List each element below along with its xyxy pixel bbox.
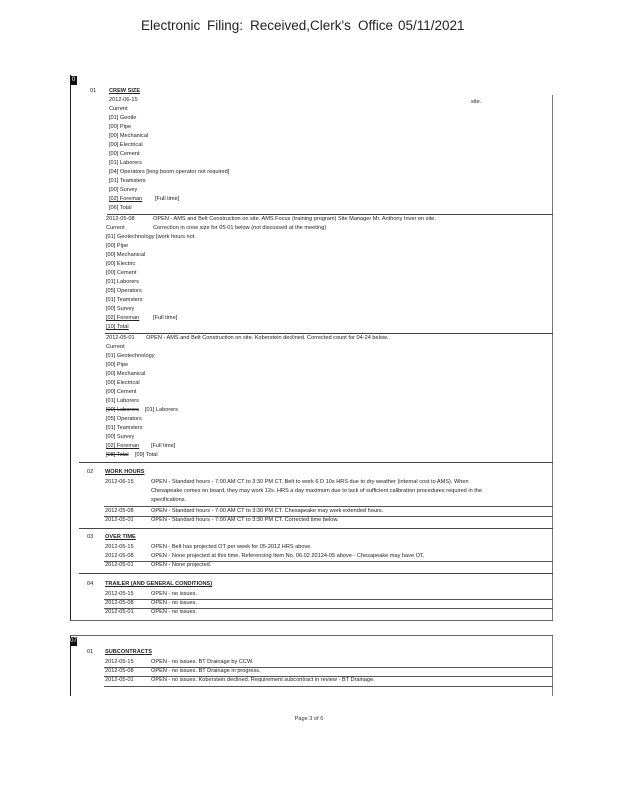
crew-line: [05] Operators [106,416,142,422]
crew-line-correction: [01] Laborers [145,407,178,413]
foreman-note: [Full time] [155,196,180,202]
item-title-subcontracts: SUBCONTRACTS [105,649,152,655]
crew-line: [00] Mechanical [109,133,149,139]
crew-line-foreman: [02] Foreman [106,443,140,449]
item-number: 04 [87,581,94,587]
crew-line: [01] Geotle [109,115,137,121]
crew-line: [01] Teamsters [106,425,143,431]
section-divider [79,462,553,463]
entry-text: OPEN - None projected. [151,562,212,568]
entry-text: OPEN - no issues. Koberstein declined. Requirement subcontract in review - BT Drainage. [151,677,375,683]
section-divider [79,528,553,529]
entry-date: 2012-05-15 [105,544,134,550]
crew-line: [00] Survey [106,306,135,312]
section-marker: 07 [70,638,77,644]
entry-text: Chesapeake comes on board, they may work 12s. HRS a day maximum due to lack of sufficient calibration procedures required in the [151,488,483,494]
crew-total-correction: [09] Total [135,452,158,458]
item-title-work-hours: WORK HOURS [105,469,145,475]
entry-text: OPEN - Standard hours - 7:00 AM CT to 3:30 PM CT. Corrected time below. [151,517,339,523]
page-number: Page 3 of 6 [294,716,324,722]
crew-line: [01] Teamsters [106,297,143,303]
entry-text: OPEN - no issues. [151,600,198,606]
entry-divider [107,214,553,215]
item-number: 03 [87,534,94,540]
header-word-filing: Filing: [207,18,244,33]
entry-text: OPEN - no issues. [151,609,198,615]
entry-date: 2012-06-15 [105,479,134,485]
filing-header [0,18,618,38]
entry-date: 2012-05-08 [105,508,134,514]
entry-text: OPEN - no issues. BT Drainage in progress. [151,668,261,674]
entry-date: 2012-05-08 [105,553,134,559]
crew-line-foreman: [02] Foreman [109,196,143,202]
entry-text: OPEN - Standard hours - 7:00 AM CT to 3:30 PM CT. Belt to work 6 D 10s HRS due to dry weather (internal cost to AMS). When [151,479,469,485]
foreman-note: [Full time] [151,443,176,449]
item-title-trailer: TRAILER (AND GENERAL CONDITIONS) [105,581,213,587]
entry-date: 2012-05-08 [105,600,134,606]
entry-text: OPEN - Belt has projected OT per week for 05-2012 HRS above. [151,544,312,550]
entry-date: 2012-05-15 [105,591,134,597]
header-word-received: Received,Clerk's [250,18,351,33]
crew-line: [00] Survey [106,434,135,440]
entry-text: specifications. [151,497,187,503]
crew-line-struck: [00] Laborers [106,407,139,413]
section-marker: 0 [71,77,76,83]
right-border [552,95,553,620]
item-title-crew-size: CREW SIZE [109,88,141,94]
crew-line-foreman: [02] Foreman [106,315,140,321]
header-word-office: Office [358,18,394,33]
crew-line: [00] Mechanical [106,252,146,258]
header-date: 05/11/2021 [398,18,465,33]
entry-text: OPEN - no issues. BT Drainage by CCW. [151,659,254,665]
entry-divider [104,686,553,687]
entry-date: 2012-05-01 [105,609,134,615]
entry-divider [105,333,553,334]
right-border [552,636,553,696]
crew-line: [04] Operators [long boom operator not required] [109,169,230,175]
crew-line: [00] Cement [106,270,137,276]
section-box-main [70,75,553,621]
crew-line: [05] Operators [106,288,142,294]
crew-line-total: [06] Total [109,205,132,211]
crew-line: [01] Laborers [106,398,139,404]
entry-date: 2012-05-01 [105,517,134,523]
right-note: site. [471,99,482,105]
crew-line: [01] Laborers [106,279,139,285]
crew-line: [00] Survey [109,187,138,193]
entry-date: 2012-05-08 [105,668,134,674]
current-label: Current [106,225,125,231]
crew-line: [01] Geotechnology [106,353,155,359]
entry-date: 2012-06-15 [109,97,138,103]
entry-status: OPEN - AMS and Belt Construction on site. Koberstein declined. Corrected count for 04-24 below. [146,335,389,341]
entry-date: 2012-05-01 [105,677,134,683]
item-number: 01 [87,649,94,655]
crew-line: [00] Cement [109,151,140,157]
current-note: Correction in crew size for 05-01 below (not discussed at the meeting) [153,225,327,231]
crew-line: [01] Laborers [109,160,142,166]
crew-line: [00] Cement [106,389,137,395]
entry-divider [104,506,553,507]
section-box-subcontracts [70,635,553,696]
crew-total-struck: [08] Total [106,452,129,458]
header-word-electronic: Electronic [141,18,201,33]
entry-text: OPEN - no issues. [151,591,198,597]
entry-status: OPEN - AMS and Belt Construction on site. AMS Focus (training program) Site Manager Mr. Anthony Inver on site. [153,216,436,222]
foreman-note: [Full time] [153,315,178,321]
entry-date: 2012-05-01 [105,562,134,568]
crew-line: [00] Pipe [109,124,132,130]
current-label: Current [109,106,128,112]
crew-line: [00] Electrical [109,142,143,148]
entry-text: OPEN - Standard hours - 7:00 AM CT to 3:30 PM CT. Chesapeake may work extended hours. [151,508,384,514]
item-number: 01 [90,88,97,94]
crew-line: [00] Electrical [106,380,140,386]
crew-line: [00] Pipe [106,243,129,249]
entry-text: OPEN - None projected at this time. Referencing Item No. 06.02 20124-05 above - Chesapeake may have OT. [151,553,425,559]
crew-line: [00] Mechanical [106,371,146,377]
crew-line: [01] Teamsters [109,178,146,184]
section-divider [79,573,553,574]
crew-line: [01] Geotechnology [work hours not [106,234,195,240]
entry-date: 2012-05-15 [105,659,134,665]
item-number: 02 [87,469,94,475]
entry-date: 2012-05-01 [106,335,135,341]
crew-line-total: [10] Total [106,324,129,330]
crew-line: [00] Electric [106,261,136,267]
entry-date: 2012-05-08 [106,216,135,222]
item-title-over-time: OVER TIME [105,534,136,540]
current-label: Current [106,344,125,350]
crew-line: [00] Pipe [106,362,129,368]
